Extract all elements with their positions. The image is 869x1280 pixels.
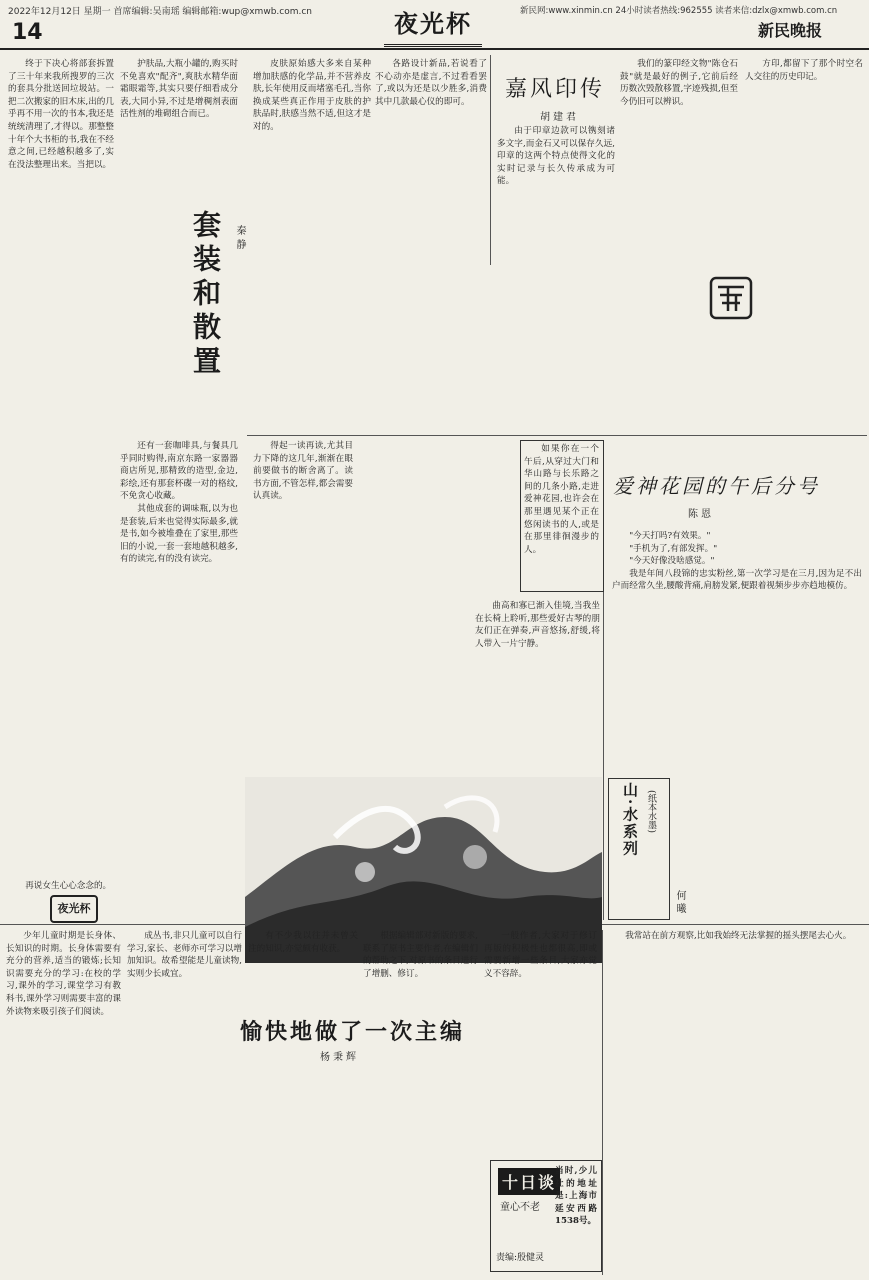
paragraph: 曲高和寡已渐入佳境,当我坐在长椅上聆听,那些爱好古琴的朋友们正在弹奏,声音悠扬,舒缓,将人带入一片宁静。 — [475, 601, 600, 649]
divider — [490, 55, 491, 265]
artwork-subcaption: (纸本水墨) — [646, 790, 656, 834]
header-rule — [0, 48, 869, 50]
article-garden-title: 爱神花园的午后分号 — [613, 474, 820, 498]
paragraph: 方印,都留下了那个时空名人交往的历史印记。 — [745, 59, 863, 82]
paragraph: 如果你在一个午后,从穿过大门和华山路与长乐路之间的几条小路,走进爱神花园,也许会在那里遇见某个正在悠闲读书的人,或是在那里徘徊漫步的人。 — [524, 444, 599, 555]
article-garden-col1 — [475, 600, 600, 770]
garden-intro — [524, 443, 599, 588]
paragraph: 我常站在前方观察,比如我始终无法掌握的摇头摆尾去心火。 — [625, 931, 852, 941]
article-children-col5 — [484, 930, 597, 1155]
paragraph: 皮肤原始感大多来自某种增加肤感的化学品,并不营养皮肤,长年使用反而堵塞毛孔,当你换成某些真正作用于皮肤的护肤品时,肤感当然不适,但这才是对的。 — [253, 59, 371, 132]
paragraph: 得起一读再读,尤其目力下降的这几年,渐渐在眼前要做书的断舍离了。读书方面,不管怎样,都会需要认真读。 — [253, 441, 353, 502]
artwork-caption: 山·水系列 — [621, 782, 639, 858]
paragraph: 当时,少儿社的地址是:上海市延安西路1538号。 — [555, 1166, 597, 1227]
header-contact-info: 新民网:www.xinmin.cn 24小时读者热线:962555 读者来信:dzlx@xmwb.com.cn — [520, 6, 838, 16]
paper-name: 新民晚报 — [758, 21, 823, 40]
seal-stamp-icon — [708, 275, 754, 321]
header-date-info: 2022年12月12日 星期一 首席编辑:吴南瑶 编辑邮箱:wup@xmwb.com.cn — [8, 7, 312, 17]
article-seal-col2 — [620, 58, 738, 430]
paragraph: 成丛书,非只儿童可以自行学习,家长、老师亦可学习以增加知识。故希望能是儿童读物,实则少长咸宜。 — [127, 931, 242, 979]
divider — [602, 930, 603, 1275]
quote: "今天打吗?有效果。" — [629, 531, 711, 541]
masthead-logo: 夜光杯 — [384, 4, 482, 47]
article-children-col4 — [363, 930, 478, 1270]
column-box-subtitle: 童心不老 — [500, 1202, 540, 1213]
article-children-col2 — [127, 930, 242, 1270]
column-box-editor: 责编:殷健灵 — [496, 1253, 545, 1263]
paragraph: 还有一套咖啡具,与餐具几乎同时购得,南京东路一家器器商店所见,那精致的造型,金边,彩绘,还有那套杯碟一对的格纹,不免贪心收藏。 — [120, 441, 238, 502]
artwork-artist: 何曦 — [674, 890, 685, 916]
paragraph: 其他成套的调味瓶,以为也是套装,后来也觉得实际最多,就是书,如今被堆叠在了家里,那些旧的小说,一套一套地越积越多,有的读完,有的没有读完。 — [120, 503, 238, 565]
article-set-col2 — [120, 58, 238, 198]
article-children-author: 杨秉辉 — [320, 1052, 359, 1063]
column-box-preview — [555, 1165, 597, 1265]
paragraph: 各路设计新品,若说看了不心动亦是虚言,不过看看罢了,或以为还是以少胜多,消费其中几款最心仪的即可。 — [375, 59, 487, 107]
article-seal-col1 — [497, 125, 615, 430]
article-children-col3 — [248, 930, 358, 1010]
paragraph: 有不少我以往并未曾关注的知识,亦觉颇有收获。 — [248, 931, 358, 954]
quote: "今天好像没啥感觉。" — [629, 556, 715, 567]
paragraph: 由于印章边款可以镌刻诸多文字,而金石又可以保存久远,印章的这两个特点使得文化的实时记录与长久传承成为可能。 — [497, 126, 615, 187]
article-set-col5 — [120, 440, 238, 920]
article-garden-author: 陈恩 — [688, 509, 714, 520]
article-set-col4 — [375, 58, 487, 438]
paragraph: 我们的篆印经文物"陈仓石鼓"就是最好的例子,它前后经历数次毁散移置,字迹残损,但至今仍旧可以辨识。 — [620, 59, 738, 107]
article-set-col6 — [253, 440, 353, 775]
masthead-seal-icon: 夜光杯 — [50, 895, 98, 923]
paragraph: 终于下决心将部套拆置了三十年来我所搜罗的三次的套具分批送回垃圾站。一把二次搬家的旧木床,出的几乎再不用一次的书本,我还是统统清理了,才得以。那整整十年个大书柜的书,我在不经意之间,已经越积越多了,实在没法整理出来。当把以。 — [8, 59, 114, 170]
article-set-col3 — [253, 58, 371, 438]
article-seal-author: 胡建君 — [540, 112, 579, 123]
article-seal-title: 嘉风印传 — [505, 77, 606, 102]
paragraph: 一般作者,大家对于修订再版的积极性也都很高,即或需要新增一些条目,大家亦觉义不容辞。 — [484, 931, 597, 979]
paragraph: 少年儿童时期是长身体、长知识的时期。长身体需要有充分的营养,适当的锻炼;长知识需要充分的学习:在校的学习,课外的学习,课堂学习有教科书,课外学习则需要丰富的课外读物来吸引孩子们阅读。 — [6, 931, 121, 1017]
quote: "手机为了,有部发挥。" — [629, 543, 718, 554]
paragraph: 根据编辑部对新版的要求,联系了原书主要作者,在编辑们的帮助之下,对原书的条目进行了增删、修订。 — [363, 931, 478, 979]
page-number: 14 — [12, 20, 43, 45]
article-set-col1 — [8, 58, 114, 918]
article-seal-col3 — [745, 58, 863, 430]
paragraph: 我是年间八段锦的忠实粉丝,第一次学习是在三月,因为足不出户而经常久坐,腰酸背痛,肩膀发紧,便跟着视频步步亦趋地模仿。 — [612, 568, 862, 592]
paragraph: 护肤品,大瓶小罐的,购买时不免喜欢"配齐",爽肤水精华面霜眼霜等,其实只要仔细看成分表,大同小异,不过是增稠剂表面活性剂的堆砌组合而已。 — [120, 59, 238, 120]
article-children-col6 — [608, 930, 863, 1270]
article-set-author: 秦静 — [234, 225, 245, 253]
article-set-title: 套装和散置 — [189, 210, 222, 380]
column-box-title: 十日谈 — [498, 1168, 560, 1195]
paragraph: 再说女生心心念念的。 — [25, 881, 112, 891]
article-children-col1 — [6, 930, 121, 1270]
article-children-title: 愉快地做了一次主编 — [240, 1019, 466, 1045]
